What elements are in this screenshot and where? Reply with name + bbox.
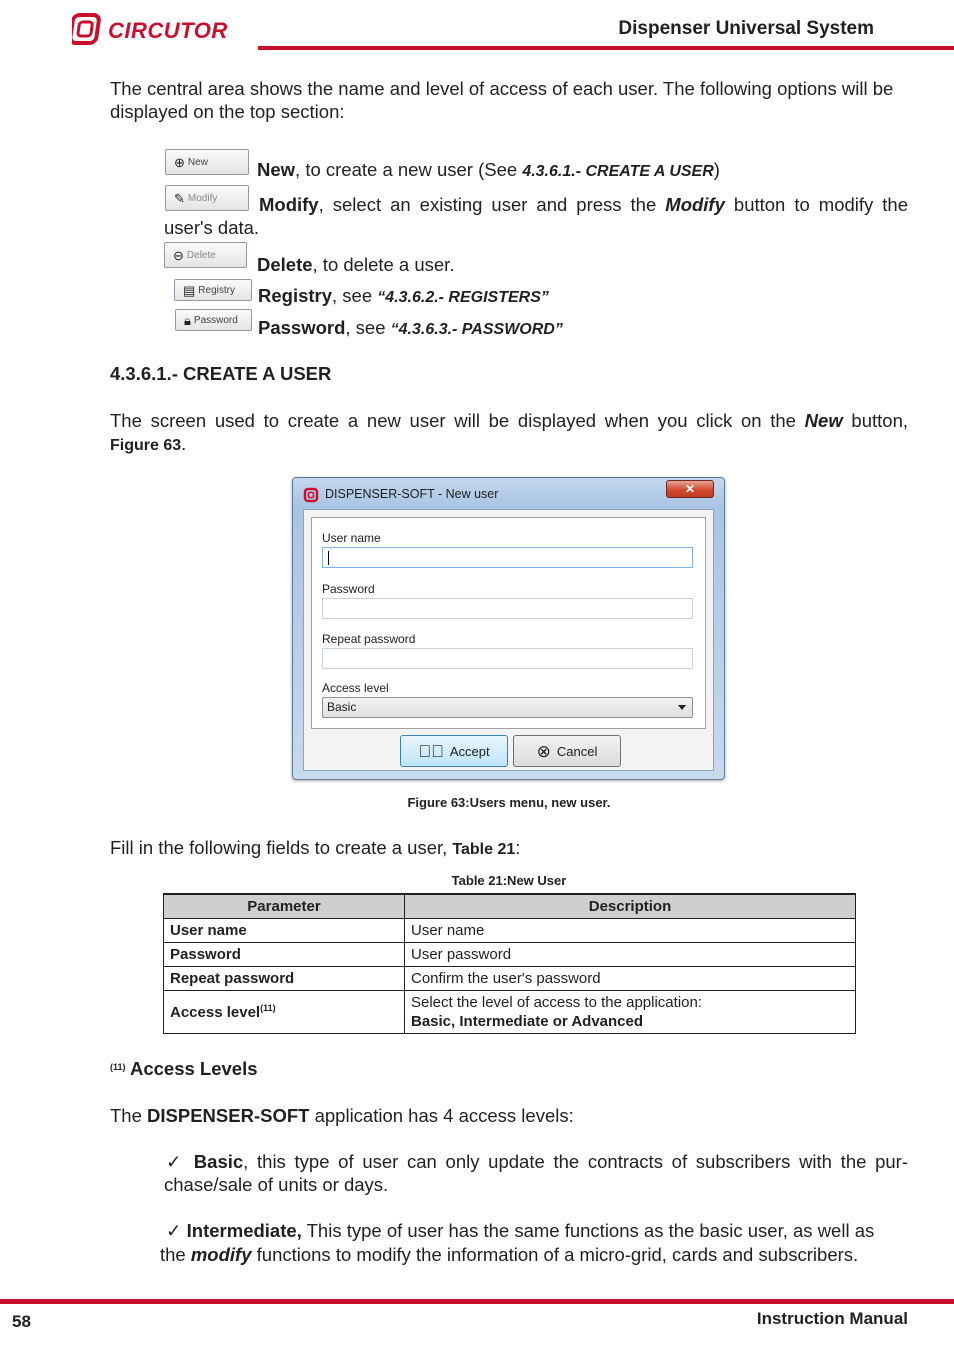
access-level-label: Access level [322, 681, 389, 695]
header-parameter: Parameter [164, 894, 405, 919]
header-rule [258, 46, 954, 50]
desc-cell: User password [405, 943, 856, 967]
logo-wordmark: CIRCUTOR [108, 18, 228, 43]
option-password-text [258, 316, 563, 341]
access-level-value: Basic [327, 700, 357, 714]
table-row [164, 919, 856, 943]
option-registry-text [258, 284, 549, 309]
basic-level-line1 [166, 1150, 908, 1173]
document-icon: ▤ [183, 282, 196, 298]
cancel-button[interactable] [513, 735, 621, 767]
check-circle-icon: ✓⃝ [418, 741, 444, 761]
modify-button-label: Modify [187, 192, 218, 204]
param-text: Access level [170, 1004, 261, 1021]
footer-title: Instruction Manual [756, 1309, 908, 1328]
figure-63-link[interactable]: Figure 63 [110, 437, 182, 454]
x-circle-icon: ⊗ [536, 741, 551, 761]
option-modify-emph: Modify [665, 194, 725, 215]
new-button-label: New [187, 156, 208, 168]
chevron-down-icon [678, 705, 686, 710]
intermediate-the: the [160, 1244, 191, 1265]
access-levels-intro [110, 1104, 574, 1127]
basic-level-line2: chase/sale of units or days. [164, 1174, 389, 1195]
intermediate-desc: This type of user has the same functions as the basic user, as well as [301, 1220, 875, 1241]
table-caption: Table 21:New User [451, 873, 567, 888]
text-caret [328, 551, 329, 565]
option-new-desc: , to create a new user (See [295, 159, 523, 180]
fill-colon: : [515, 837, 521, 858]
password-label: Password [322, 582, 375, 596]
new-user-table [163, 893, 856, 1034]
circutor-logo [72, 12, 248, 46]
dialog-body [303, 509, 714, 771]
dialog-title: DISPENSER-SOFT - New user [325, 487, 499, 501]
section-p-text: The screen used to create a new user will be displayed when you click on the [110, 410, 805, 431]
option-modify-line1 [259, 193, 908, 216]
figure-caption: Figure 63:Users menu, new user. [407, 795, 611, 810]
param-cell: Password [164, 943, 405, 967]
accept-button-label: Accept [449, 743, 490, 759]
option-password-name: Password [258, 317, 346, 338]
section-p-period: . [181, 433, 187, 454]
password-input[interactable] [322, 598, 693, 619]
repeat-password-input[interactable] [322, 648, 693, 669]
table-row [164, 967, 856, 991]
intermediate-level-line2 [160, 1243, 858, 1266]
document-title: Dispenser Universal System [618, 18, 874, 39]
cancel-button-label: Cancel [556, 743, 598, 759]
option-delete-desc: , to delete a user. [312, 254, 455, 275]
desc-cell [405, 991, 856, 1034]
header-description: Description [405, 894, 856, 919]
create-user-link[interactable]: 4.3.6.1.- CREATE A USER [522, 163, 714, 180]
check-icon: ✓ [166, 1151, 186, 1172]
intermediate-name: Intermediate, [186, 1220, 302, 1241]
page-number: 58 [12, 1312, 31, 1331]
option-new-close: ) [713, 159, 720, 180]
accept-button[interactable] [400, 735, 508, 767]
param-cell: Repeat password [164, 967, 405, 991]
intro-the: The [110, 1105, 148, 1126]
option-password-desc: , see [345, 317, 391, 338]
param-cell: User name [164, 919, 405, 943]
footnote-ref: (11) [260, 1003, 276, 1013]
intermediate-emph: modify [190, 1244, 252, 1265]
fill-paragraph [110, 836, 520, 861]
footer-rule [0, 1299, 954, 1304]
access-levels-title: Access Levels [129, 1058, 258, 1079]
intro-paragraph: The central area shows the name and level of access of each user. The following options will be displayed on the top section: [110, 78, 894, 122]
app-icon [303, 487, 319, 503]
lock-icon: 🔒︎ [184, 312, 191, 328]
option-new-text [257, 158, 720, 183]
password-button-label: Password [193, 314, 238, 326]
user-name-label: User name [322, 531, 381, 545]
plus-circle-icon: ⊕ [174, 154, 185, 170]
table-header-row [164, 894, 856, 919]
pencil-icon: ✎ [174, 190, 185, 206]
fill-text: Fill in the following fields to create a user, [110, 837, 453, 858]
registers-link[interactable]: “4.3.6.2.- REGISTERS” [377, 289, 549, 306]
password-button-image [175, 309, 252, 331]
option-registry-name: Registry [258, 285, 333, 306]
table-row [164, 991, 856, 1034]
section-paragraph-line2 [110, 432, 186, 457]
section-p-emph: New [804, 410, 843, 431]
table-row [164, 943, 856, 967]
table-21-link[interactable]: Table 21 [452, 841, 516, 858]
intermediate-level-line1 [166, 1219, 874, 1242]
repeat-password-label: Repeat password [322, 632, 416, 646]
basic-name: Basic [193, 1151, 244, 1172]
option-new-name: New [257, 159, 296, 180]
option-modify-desc-end: button to modify the [724, 194, 908, 215]
desc-text: Select the level of access to the application: [411, 994, 703, 1011]
option-registry-desc: , see [332, 285, 378, 306]
param-cell [164, 991, 405, 1034]
desc-cell: Confirm the user's password [405, 967, 856, 991]
modify-button-image [165, 185, 249, 211]
desc-levels: Basic, Intermediate or Advanced [411, 1013, 644, 1030]
access-levels-heading [110, 1058, 258, 1080]
dialog-form-panel [311, 517, 706, 729]
new-user-dialog [292, 477, 725, 780]
delete-button-image [164, 242, 247, 268]
option-delete-text [257, 253, 454, 276]
section-p-end: button, [842, 410, 909, 431]
option-delete-name: Delete [257, 254, 313, 275]
option-modify-desc: , select an existing user and press the [318, 194, 666, 215]
intermediate-rest: functions to modify the information of a micro-grid, cards and subscribers. [251, 1244, 859, 1265]
basic-desc: , this type of user can only update the contracts of subscribers with the pur- [243, 1151, 909, 1172]
registry-button-label: Registry [198, 284, 235, 296]
delete-button-label: Delete [186, 249, 216, 261]
user-name-input[interactable] [322, 547, 693, 568]
intro-rest: application has 4 access levels: [309, 1105, 574, 1126]
desc-cell: User name [405, 919, 856, 943]
password-link[interactable]: “4.3.6.3.- PASSWORD” [390, 321, 563, 338]
footnote-marker: (11) [110, 1062, 126, 1072]
dialog-close-button[interactable]: ✕ [666, 480, 714, 498]
minus-circle-icon: ⊖ [173, 247, 184, 263]
check-icon: ✓ [166, 1220, 182, 1241]
registry-button-image [174, 279, 252, 301]
new-button-image [165, 149, 249, 175]
section-heading: 4.3.6.1.- CREATE A USER [110, 363, 332, 384]
app-name: DISPENSER-SOFT [147, 1105, 310, 1126]
option-modify-line2: user's data. [164, 217, 260, 238]
access-level-select[interactable] [322, 697, 693, 718]
option-modify-name: Modify [259, 194, 319, 215]
section-paragraph-line1 [110, 409, 908, 432]
